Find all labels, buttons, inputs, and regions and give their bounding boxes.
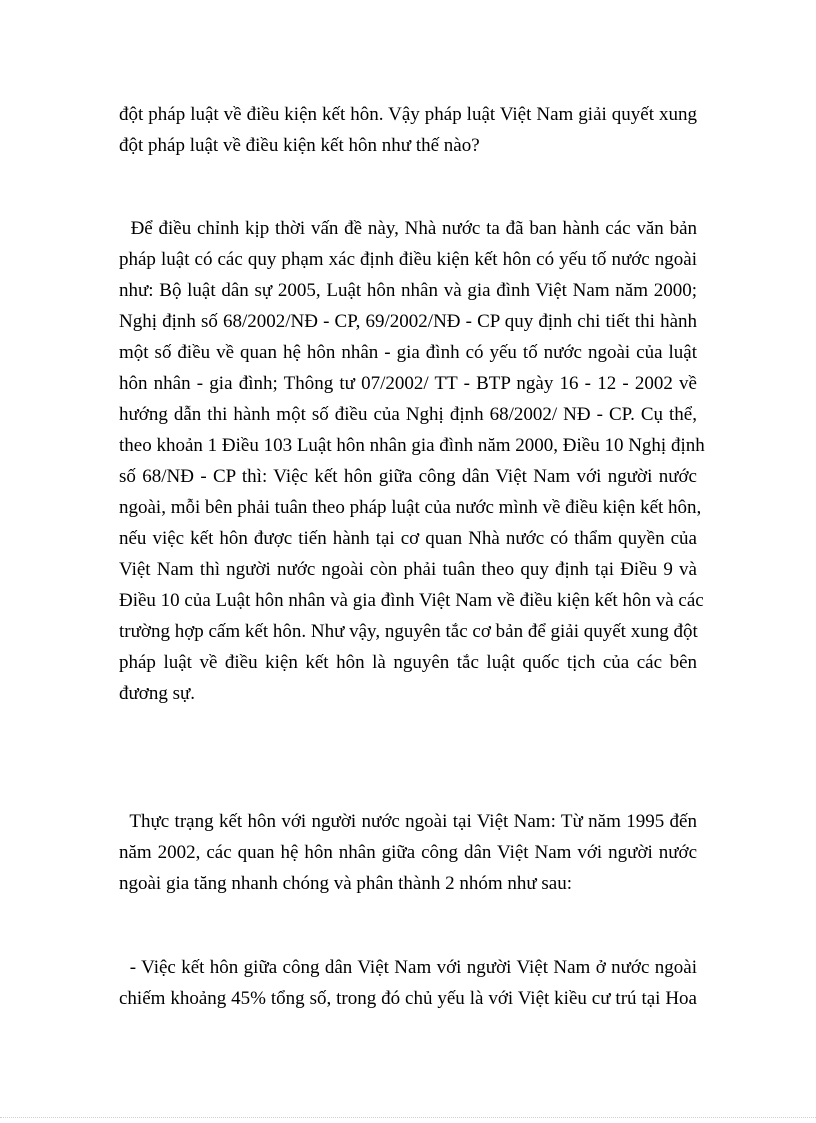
paragraph-conflict-question — [119, 99, 697, 161]
text-line: Việt Nam thì người nước ngoài còn phải tuân theo quy định tại Điều 9 và — [119, 559, 697, 580]
text-line: pháp luật có các quy phạm xác định điều kiện kết hôn có yếu tố nước ngoài — [119, 249, 697, 270]
text-line: Để điều chỉnh kịp thời vấn đề này, Nhà nước ta đã ban hành các văn bản — [119, 218, 697, 239]
text-line: đột pháp luật về điều kiện kết hôn. Vậy pháp luật Việt Nam giải quyết xung — [119, 104, 697, 125]
page-bottom-edge — [0, 1117, 816, 1118]
text-line: như: Bộ luật dân sự 2005, Luật hôn nhân và gia đình Việt Nam năm 2000; — [119, 280, 697, 301]
text-line: số 68/NĐ - CP thì: Việc kết hôn giữa công dân Việt Nam với người nước — [119, 466, 697, 487]
text-line: đột pháp luật về điều kiện kết hôn như thế nào? — [119, 135, 480, 156]
text-line: theo khoản 1 Điều 103 Luật hôn nhân gia đình năm 2000, Điều 10 Nghị định — [119, 435, 705, 456]
paragraph-group-one — [119, 952, 697, 1014]
paragraph-legal-framework — [119, 213, 705, 709]
text-line: pháp luật về điều kiện kết hôn là nguyên tắc luật quốc tịch của các bên — [119, 652, 697, 673]
text-line: ngoài, mỗi bên phải tuân theo pháp luật của nước mình về điều kiện kết hôn, — [119, 497, 702, 518]
text-line: - Việc kết hôn giữa công dân Việt Nam với người Việt Nam ở nước ngoài — [119, 957, 697, 978]
text-line: Điều 10 của Luật hôn nhân và gia đình Việt Nam về điều kiện kết hôn và các — [119, 590, 704, 611]
text-line: Nghị định số 68/2002/NĐ - CP, 69/2002/NĐ - CP quy định chi tiết thi hành — [119, 311, 697, 332]
text-line: nếu việc kết hôn được tiến hành tại cơ quan Nhà nước có thẩm quyền của — [119, 528, 697, 549]
text-line: Thực trạng kết hôn với người nước ngoài tại Việt Nam: Từ năm 1995 đến — [119, 811, 697, 832]
paragraph-marriage-situation — [119, 806, 697, 899]
text-line: đương sự. — [119, 683, 196, 704]
text-line: hướng dẫn thi hành một số điều của Nghị định 68/2002/ NĐ - CP. Cụ thể, — [119, 404, 697, 425]
text-line: một số điều về quan hệ hôn nhân - gia đình có yếu tố nước ngoài của luật — [119, 342, 697, 363]
text-line: trường hợp cấm kết hôn. Như vậy, nguyên tắc cơ bản để giải quyết xung đột — [119, 621, 698, 642]
text-line: năm 2002, các quan hệ hôn nhân giữa công dân Việt Nam với người nước — [119, 842, 697, 863]
text-line: chiếm khoảng 45% tổng số, trong đó chủ yếu là với Việt kiều cư trú tại Hoa — [119, 988, 697, 1009]
text-line: ngoài gia tăng nhanh chóng và phân thành 2 nhóm như sau: — [119, 873, 573, 894]
text-line: hôn nhân - gia đình; Thông tư 07/2002/ TT - BTP ngày 16 - 12 - 2002 về — [119, 373, 697, 394]
